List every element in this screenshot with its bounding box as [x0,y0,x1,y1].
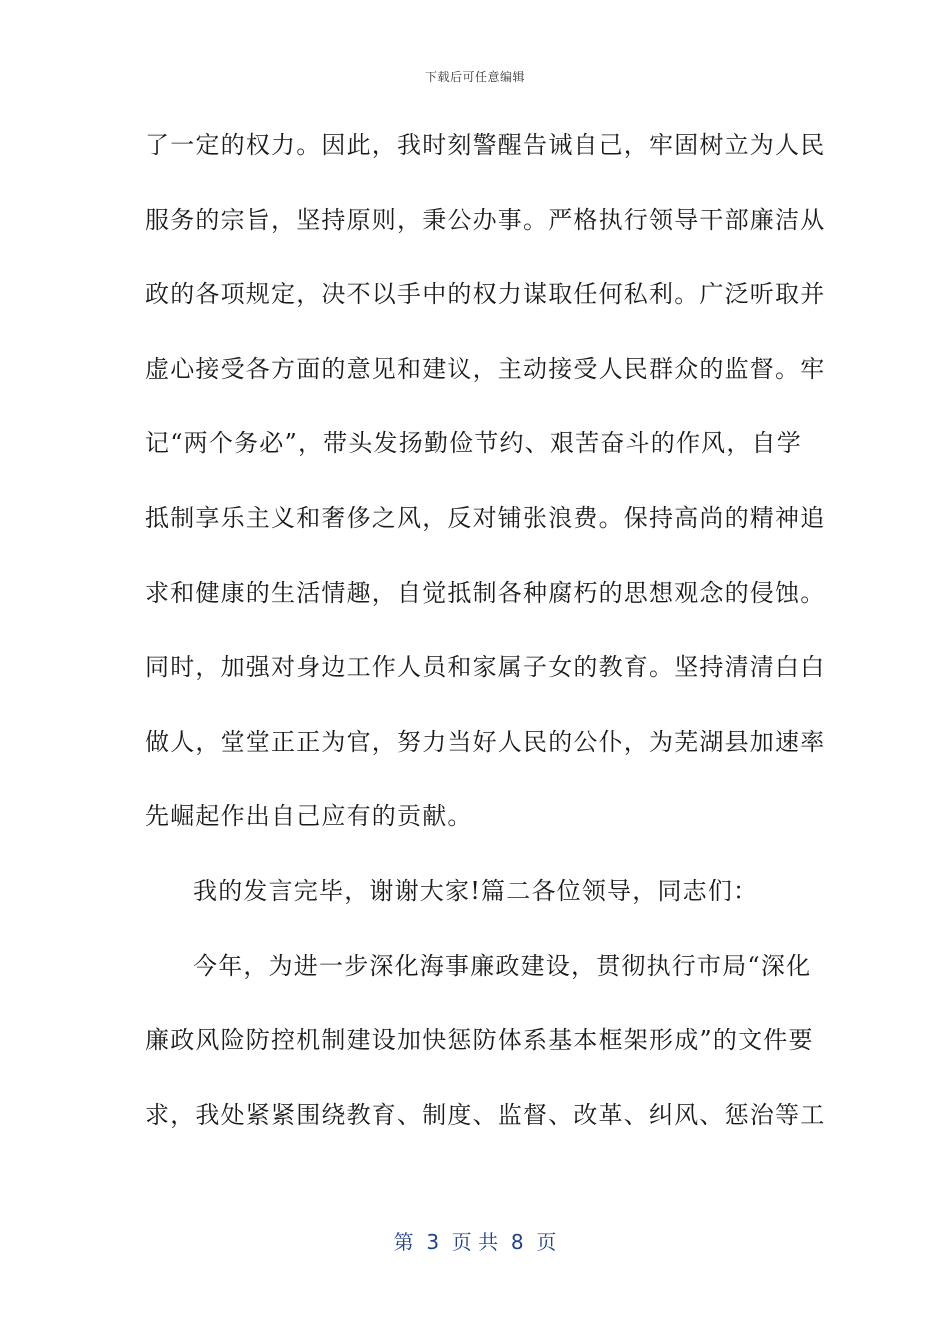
text-line: 抵制享乐主义和奢侈之风，反对铺张浪费。保持高尚的精神追 [145,503,826,532]
text-line: 先崛起作出自己应有的贡献。 [145,802,473,831]
text-line: 今年，为进一步深化海事廉政建设，贯彻执行市局“深化 [193,951,812,980]
page-header: 下载后可任意编辑 [424,70,525,84]
text-line: 求，我处紧紧围绕教育、制度、监督、改革、纠风、惩治等工 [145,1100,826,1129]
text-line: 求和健康的生活情趣，自觉抵制各种腐朽的思想观念的侵蚀。 [145,578,826,607]
text-line: 同时，加强对身边工作人员和家属子女的教育。坚持清清白白 [145,653,826,682]
text-line: 虚心接受各方面的意见和建议，主动接受人民群众的监督。牢 [145,354,826,383]
text-line: 做人，堂堂正正为官，努力当好人民的公仆，为芜湖县加速率 [145,727,826,756]
text-line: 服务的宗旨，坚持原则，秉公办事。严格执行领导干部廉洁从 [145,205,826,234]
text-line: 政的各项规定，决不以手中的权力谋取任何私利。广泛听取并 [145,280,826,309]
text-line: 了一定的权力。因此，我时刻警醒告诫自己，牢固树立为人民 [145,131,826,159]
text-line: 我的发言完毕，谢谢大家!篇二各位领导，同志们： [193,876,759,905]
text-line: 记“两个务必”，带头发扬勤俭节约、艰苦奋斗的作风，自学 [145,429,802,458]
page-number-footer: 第 3 页 共 8 页 [393,1230,557,1254]
text-line: 廉政风险防控机制建设加快惩防体系基本框架形成”的文件要 [145,1026,814,1055]
document-body [145,118,826,1162]
